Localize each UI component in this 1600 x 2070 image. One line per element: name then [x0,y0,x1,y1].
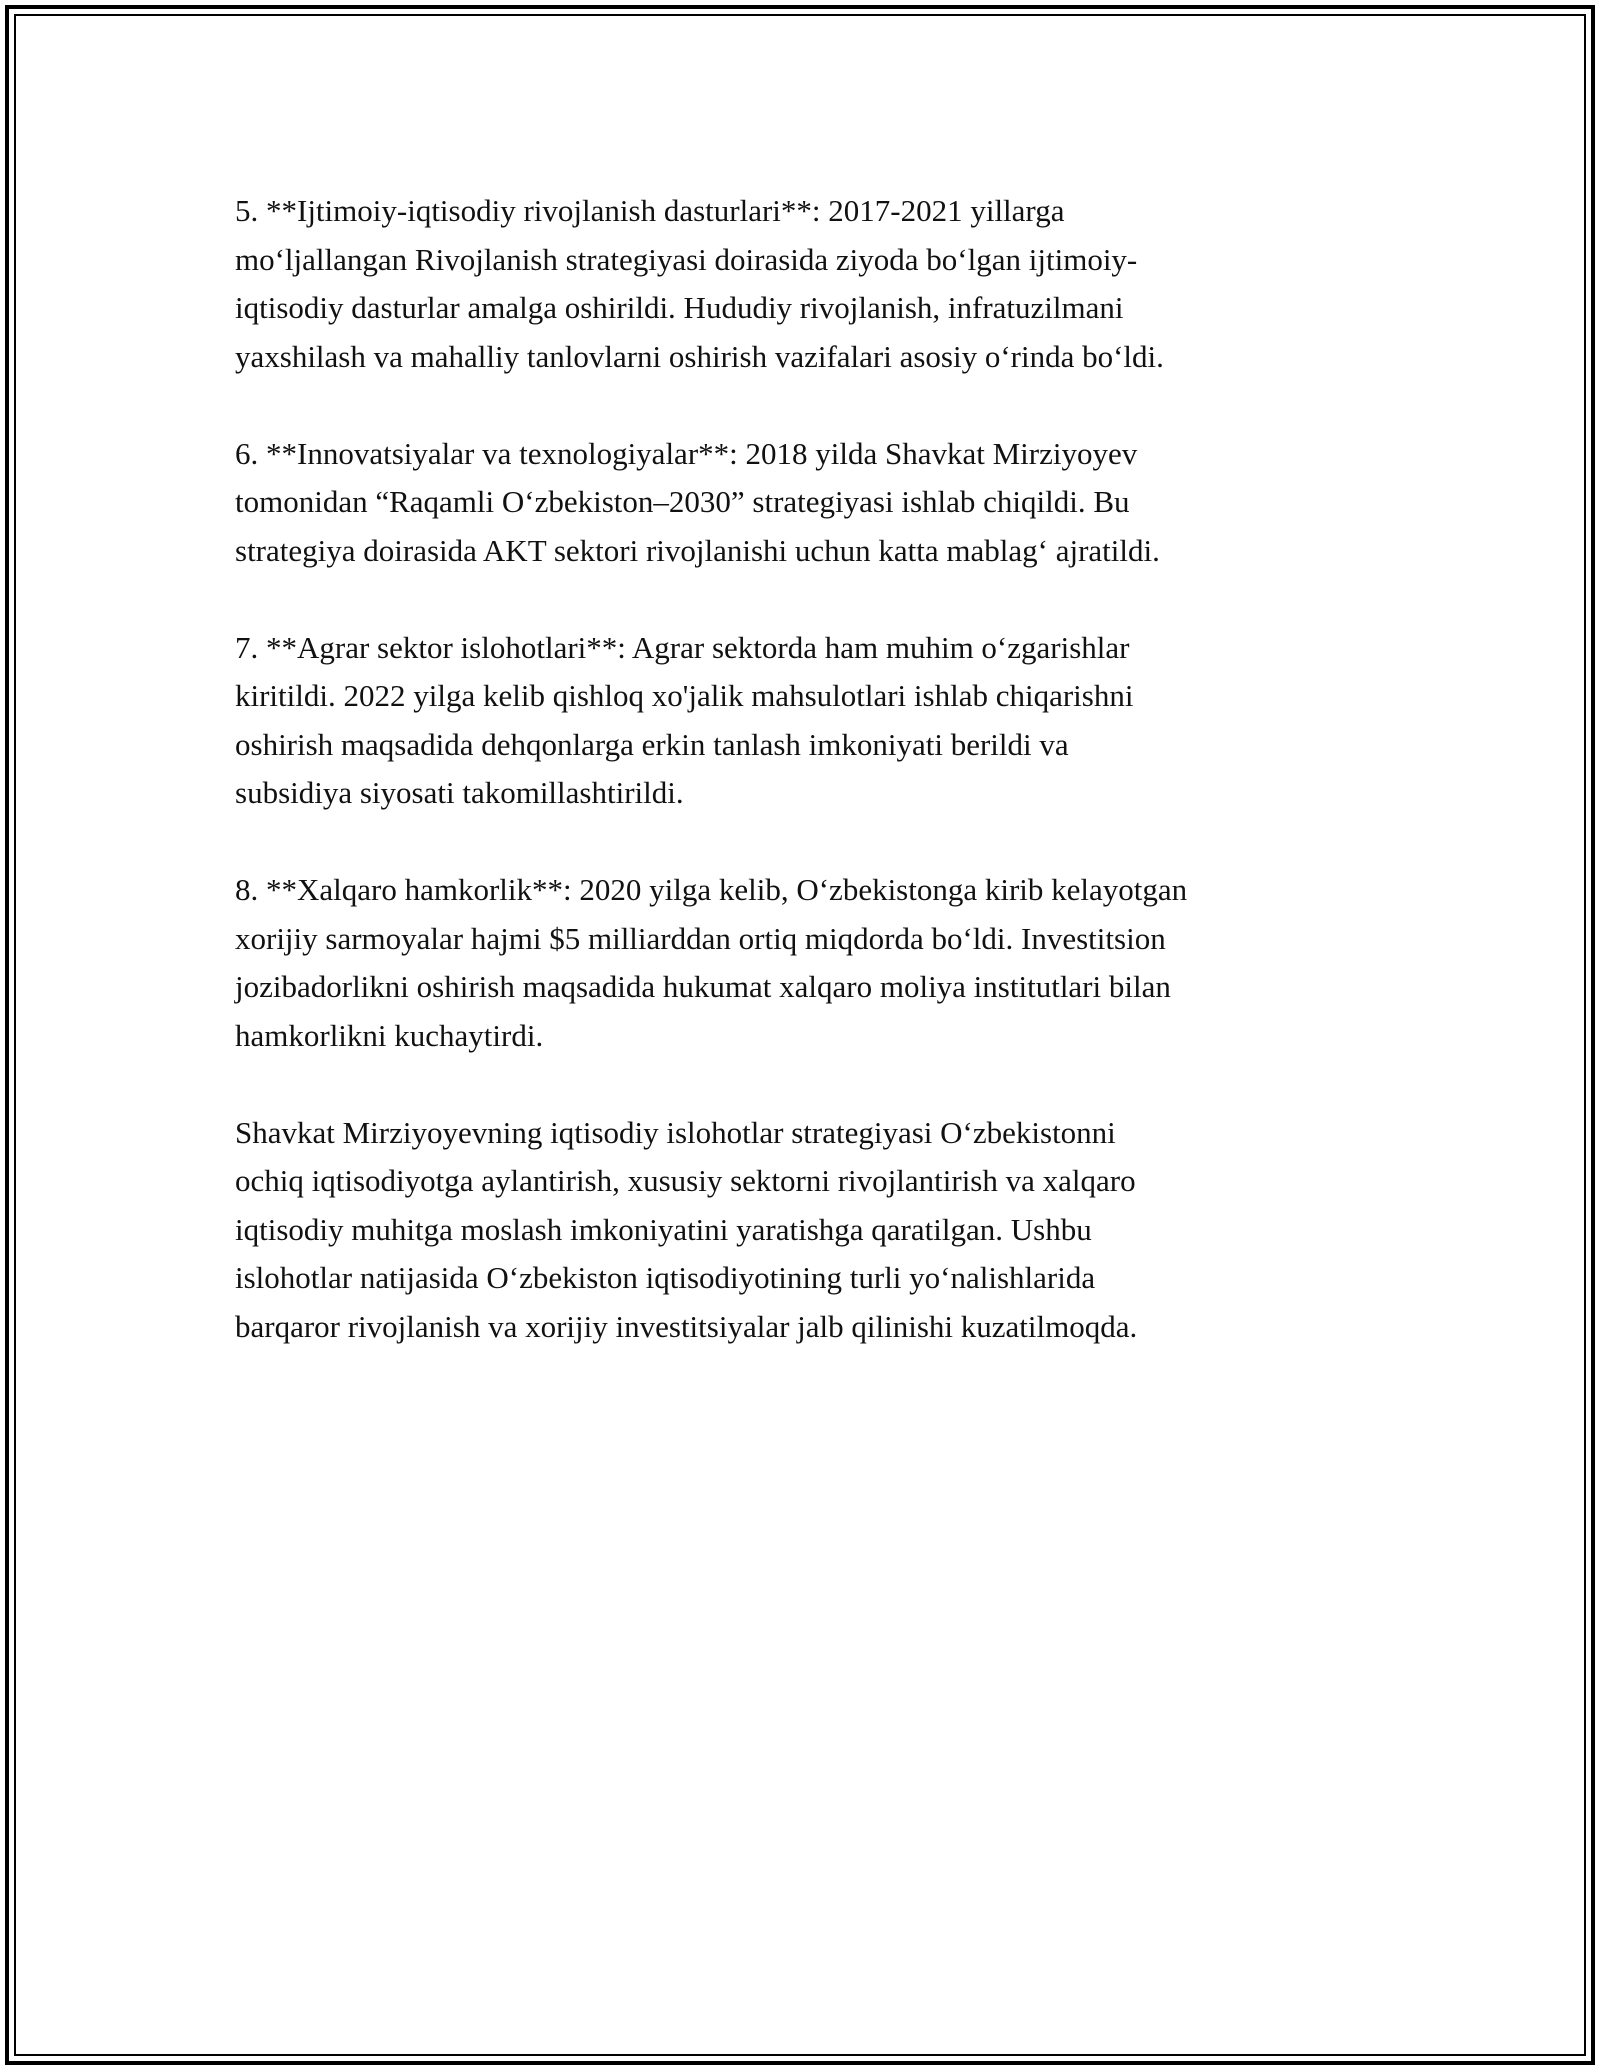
paragraph-item-6: 6. **Innovatsiyalar va texnologiyalar**: 2018 yilda Shavkat Mirziyoyev tomonidan “Raqamli O‘zbekiston–2030” strategiyasi ishlab chiqildi. Bu strategiya doirasida AKT sektori rivojlanishi uchun katta mablag‘ ajratildi. [235,435,1160,568]
document-body [235,187,1370,1400]
paragraph-item-5: 5. **Ijtimoiy-iqtisodiy rivojlanish dasturlari**: 2017-2021 yillarga mo‘ljallangan Rivojlanish strategiyasi doirasida ziyoda bo‘lgan ijtimoiy- iqtisodiy dasturlar amalga oshirildi. Hududiy rivojlanish, infratuzilmani yaxshilash va mahalliy tanlovlarni oshirish vazifalari asosiy o‘rinda bo‘ldi. [235,193,1164,374]
paragraph-item-7: 7. **Agrar sektor islohotlari**: Agrar sektorda ham muhim o‘zgarishlar kiritildi. 2022 yilga kelib qishloq xo'jalik mahsulotlari ishlab chiqarishni oshirish maqsadida dehqonlarga erkin tanlash imkoniyati berildi va subsidiya siyosati takomillashtirildi. [235,629,1134,810]
paragraph-item-8: 8. **Xalqaro hamkorlik**: 2020 yilga kelib, O‘zbekistonga kirib kelayotgan xorijiy sarmoyalar hajmi $5 milliarddan ortiq miqdorda bo‘ldi. Investitsion jozibadorlikni oshirish maqsadida hukumat xalqaro moliya institutlari bilan hamkorlikni kuchaytirdi. [235,872,1188,1053]
conclusion-paragraph: Shavkat Mirziyoyevning iqtisodiy islohotlar strategiyasi O‘zbekistonni ochiq iqtisodiyotga aylantirish, xususiy sektorni rivojlantirish va xalqaro iqtisodiy muhitga moslash imkoniyatini yaratishga qaratilgan. Ushbu islohotlar natijasida O‘zbekiston iqtisodiyotining turli yo‘nalishlarida barqaror rivojlanish va xorijiy investitsiyalar jalb qilinishi kuzatilmoqda. [235,1114,1138,1344]
